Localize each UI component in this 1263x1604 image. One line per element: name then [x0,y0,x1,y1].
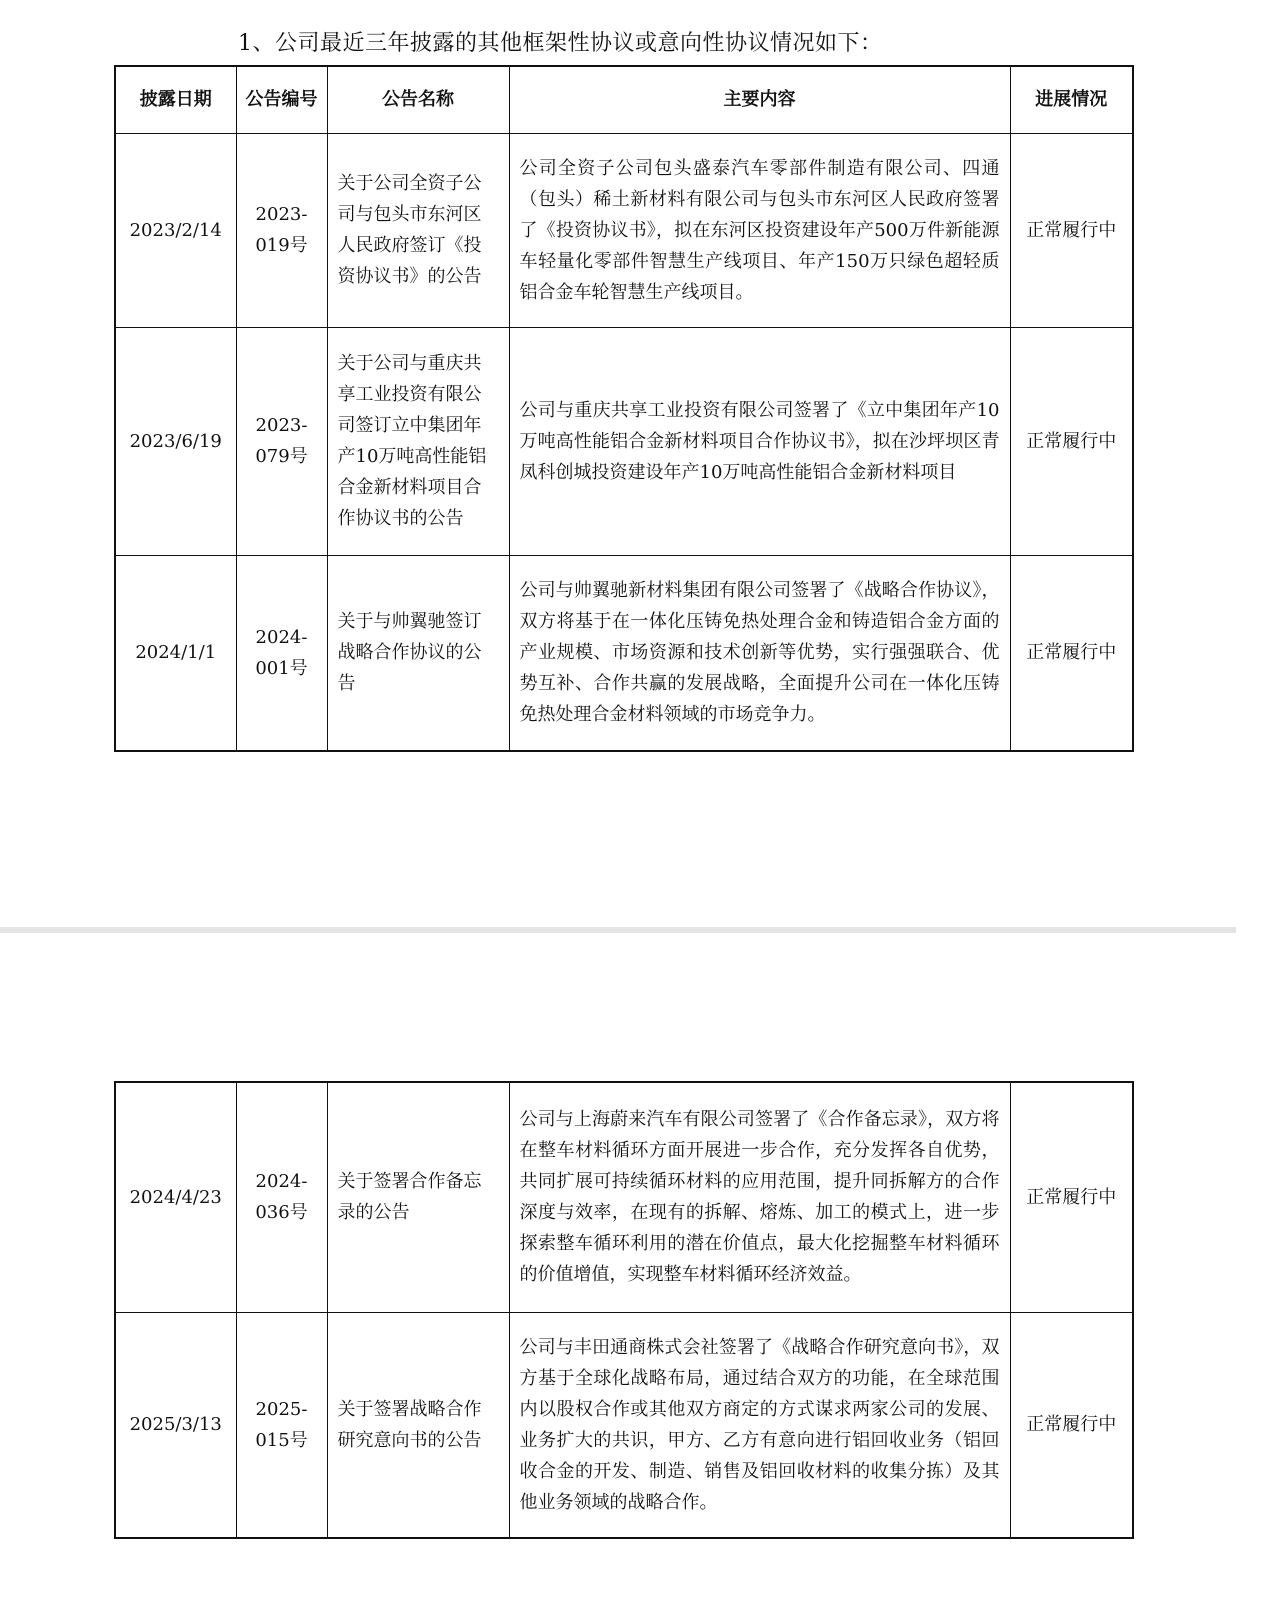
cell-number: 2025-015号 [236,1312,327,1538]
cell-date: 2023/2/14 [115,133,236,327]
cell-status: 正常履行中 [1010,1312,1133,1538]
cell-date: 2024/4/23 [115,1082,236,1312]
cell-number: 2023-019号 [236,133,327,327]
table-row [115,133,1133,327]
table-header-row [115,66,1133,133]
cell-content: 公司与丰田通商株式会社签署了《战略合作研究意向书》，双方基于全球化战略布局，通过结合双方的功能，在全球范围内以股权合作或其他双方商定的方式谋求两家公司的发展、业务扩大的共识，甲方、乙方有意向进行铝回收业务（铝回收合金的开发、制造、销售及铝回收材料的收集分拣）及其他业务领域的战略合作。 [509,1312,1010,1538]
cell-number: 2024-036号 [236,1082,327,1312]
table-row [115,555,1133,751]
table-row [115,1312,1133,1538]
header-date: 披露日期 [115,66,236,133]
section-heading: 1、公司最近三年披露的其他框架性协议或意向性协议情况如下： [238,31,883,56]
cell-name: 关于签署战略合作研究意向书的公告 [327,1312,509,1538]
header-name: 公告名称 [327,66,509,133]
header-number: 公告编号 [236,66,327,133]
cell-name: 关于公司全资子公司与包头市东河区人民政府签订《投资协议书》的公告 [327,133,509,327]
table-row [115,327,1133,555]
cell-content: 公司与帅翼驰新材料集团有限公司签署了《战略合作协议》，双方将基于在一体化压铸免热处理合金和铸造铝合金方面的产业规模、市场资源和技术创新等优势，实行强强联合、优势互补、合作共赢的发展战略，全面提升公司在一体化压铸免热处理合金材料领域的市场竞争力。 [509,555,1010,751]
cell-status: 正常履行中 [1010,555,1133,751]
cell-content: 公司与重庆共享工业投资有限公司签署了《立中集团年产10万吨高性能铝合金新材料项目合作协议书》，拟在沙坪坝区青凤科创城投资建设年产10万吨高性能铝合金新材料项目 [509,327,1010,555]
cell-date: 2025/3/13 [115,1312,236,1538]
cell-number: 2023-079号 [236,327,327,555]
cell-number: 2024-001号 [236,555,327,751]
cell-content: 公司与上海蔚来汽车有限公司签署了《合作备忘录》，双方将在整车材料循环方面开展进一步合作，充分发挥各自优势，共同扩展可持续循环材料的应用范围，提升同拆解方的合作深度与效率，在现有的拆解、熔炼、加工的模式上，进一步探索整车循环利用的潜在价值点，最大化挖掘整车材料循环的价值增值，实现整车材料循环经济效益。 [509,1082,1010,1312]
table-row [115,1082,1133,1312]
agreements-table-page-2 [114,1081,1134,1539]
cell-name: 关于签署合作备忘录的公告 [327,1082,509,1312]
cell-name: 关于与帅翼驰签订战略合作协议的公告 [327,555,509,751]
cell-date: 2023/6/19 [115,327,236,555]
cell-status: 正常履行中 [1010,1082,1133,1312]
agreements-table-page-1 [114,65,1134,752]
header-status: 进展情况 [1010,66,1133,133]
cell-status: 正常履行中 [1010,327,1133,555]
cell-name: 关于公司与重庆共享工业投资有限公司签订立中集团年产10万吨高性能铝合金新材料项目合作协议书的公告 [327,327,509,555]
page-separator [0,927,1236,933]
header-content: 主要内容 [509,66,1010,133]
cell-date: 2024/1/1 [115,555,236,751]
cell-content: 公司全资子公司包头盛泰汽车零部件制造有限公司、四通（包头）稀土新材料有限公司与包头市东河区人民政府签署了《投资协议书》，拟在东河区投资建设年产500万件新能源车轻量化零部件智慧生产线项目、年产150万只绿色超轻质铝合金车轮智慧生产线项目。 [509,133,1010,327]
cell-status: 正常履行中 [1010,133,1133,327]
